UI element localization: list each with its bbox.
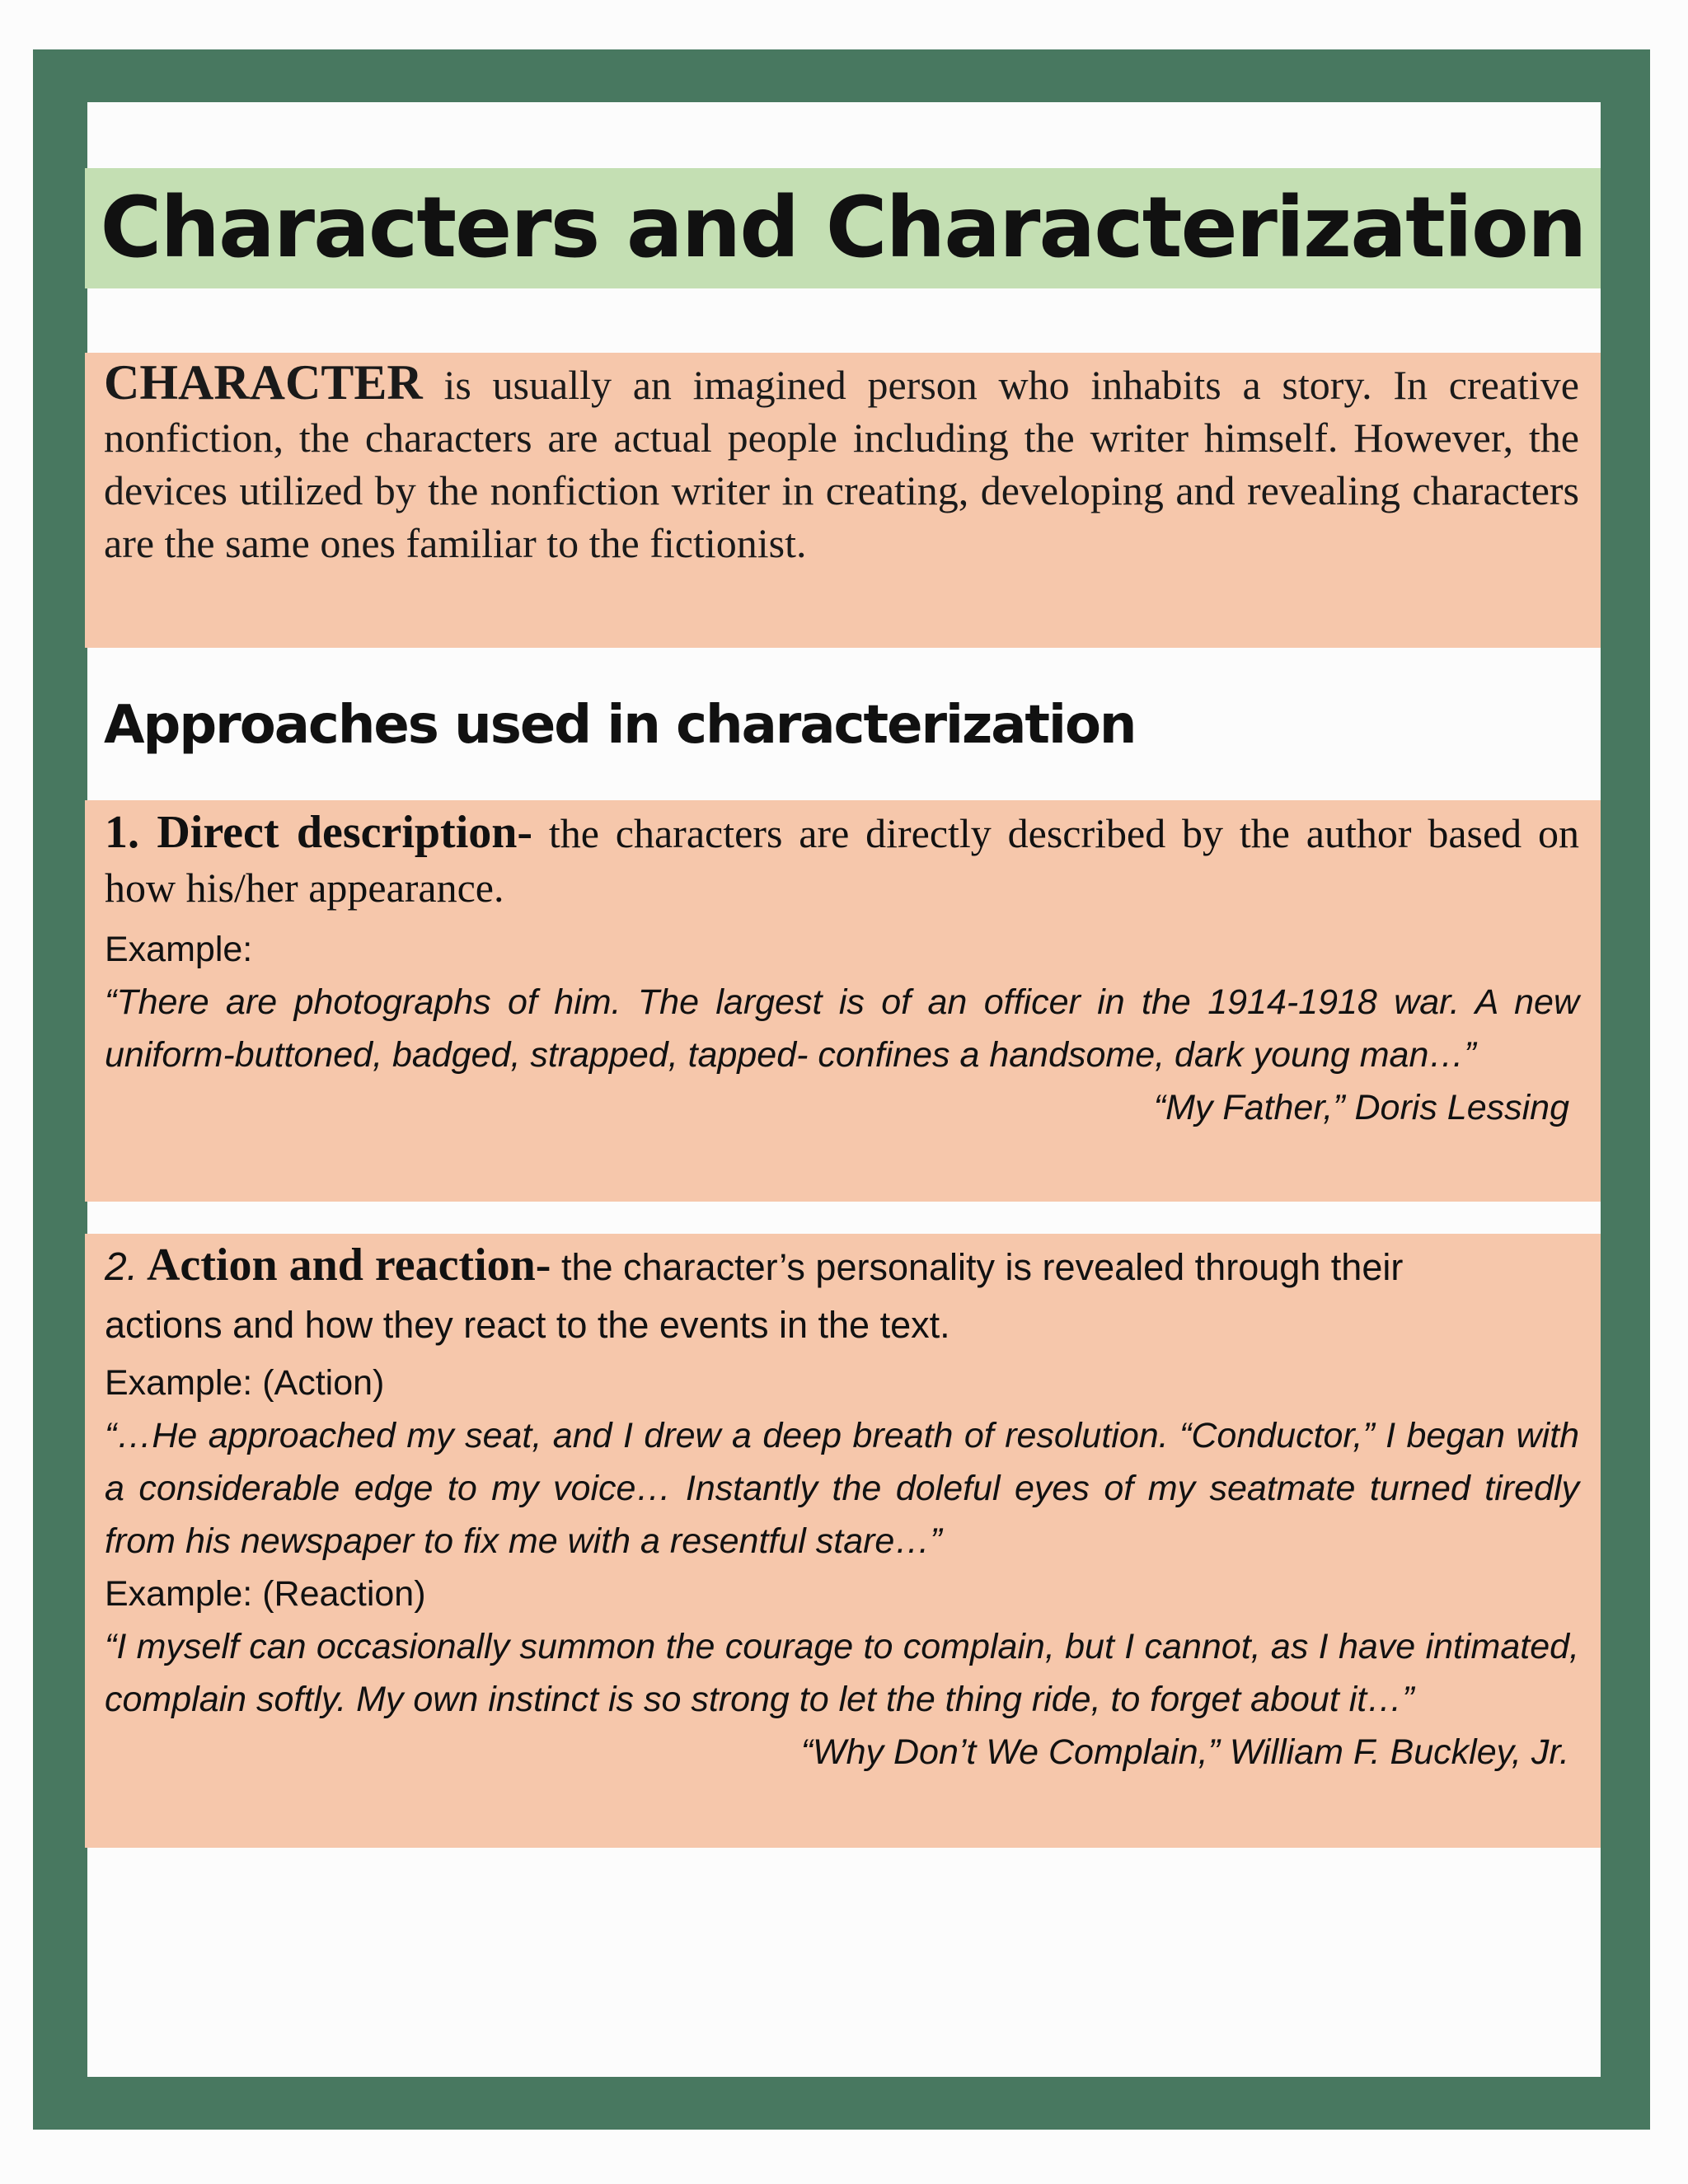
approach-2-example-reaction-label: Example: (Reaction) xyxy=(105,1574,426,1614)
approach-2-number: 2. xyxy=(105,1245,138,1289)
approach-2-intro xyxy=(105,1234,1579,1299)
approach-1-quote: “There are photographs of him. The largest is of an officer in the 1914-1918 war. A new uniform-buttoned, badged, strapped, tapped- confines a handsome, dark young man…” xyxy=(105,982,1579,1075)
approach-direct-description xyxy=(85,800,1601,1202)
definition-paragraph xyxy=(104,353,1579,569)
approach-1-attribution: “My Father,” Doris Lessing xyxy=(1153,1088,1569,1127)
title-bar xyxy=(85,168,1601,288)
approach-2-attribution: “Why Don’t We Complain,” William F. Buckley, Jr. xyxy=(800,1732,1569,1772)
approach-2-title: Action and reaction- xyxy=(138,1240,551,1291)
approach-1-title: 1. Direct description- xyxy=(105,807,533,858)
definition-box xyxy=(85,353,1601,648)
section-heading: Approaches used in characterization xyxy=(104,695,1136,756)
approach-action-reaction xyxy=(85,1234,1601,1848)
approach-2-quote-action: “…He approached my seat, and I drew a deep breath of resolution. “Conductor,” I began with a considerable edge to my voice… Instantly the doleful eyes of my seatmate turned tiredly from his newspaper to fix me with a resentful stare…” xyxy=(105,1416,1579,1561)
approach-2-description-line2: actions and how they react to the events in the text. xyxy=(105,1304,950,1346)
approach-2-description-line1: the character’s personality is revealed through their xyxy=(551,1246,1404,1288)
approach-1-description: the characters are directly described by the author based on how his/her appearance. xyxy=(105,810,1579,911)
approach-2-quote-reaction: “I myself can occasionally summon the courage to complain, but I cannot, as I have intimated, complain softly. My own instinct is so strong to let the thing ride, to forget about it…” xyxy=(105,1627,1579,1719)
approach-1-intro xyxy=(105,800,1579,915)
page-title: Characters and Characterization xyxy=(100,179,1586,277)
approach-1-example-label: Example: xyxy=(105,930,253,969)
definition-term: CHARACTER xyxy=(104,355,423,410)
approach-2-example-action-label: Example: (Action) xyxy=(105,1363,385,1403)
definition-text: is usually an imagined person who inhabits a story. In creative nonfiction, the characters are actual people including the writer himself. However, the devices utilized by the nonfiction writer in creating, developing and revealing characters are the same ones familiar to the fictionist. xyxy=(104,362,1579,566)
